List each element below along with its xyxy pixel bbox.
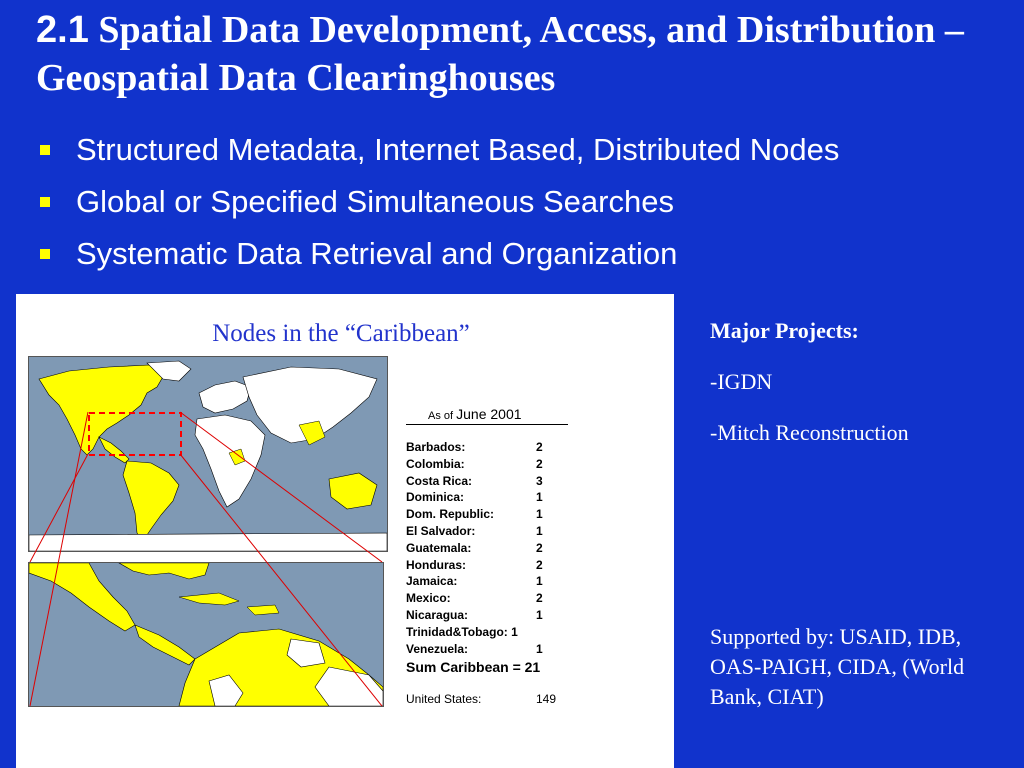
as-of-date: June 2001 bbox=[456, 406, 522, 422]
node-count: 1 bbox=[511, 624, 518, 639]
node-count: 1 bbox=[536, 490, 543, 505]
table-row bbox=[406, 540, 586, 557]
hispaniola-island bbox=[247, 605, 279, 615]
bullet-text: Systematic Data Retrieval and Organization bbox=[76, 236, 678, 271]
africa-landmass bbox=[195, 415, 265, 507]
node-count: 2 bbox=[536, 557, 543, 572]
world-map bbox=[28, 356, 388, 552]
table-row bbox=[406, 489, 586, 506]
south-america-landmass bbox=[123, 461, 179, 541]
project-item: -IGDN bbox=[710, 369, 773, 394]
country-name: Dom. Republic: bbox=[406, 507, 495, 522]
major-projects-heading: Major Projects: bbox=[710, 318, 859, 343]
sum-caribbean: Sum Caribbean = 21 bbox=[406, 659, 541, 676]
mexico-landmass bbox=[29, 563, 135, 631]
bullet-item bbox=[38, 232, 839, 284]
table-row bbox=[406, 506, 586, 523]
country-name: Jamaica: bbox=[406, 574, 458, 589]
caribbean-map bbox=[28, 562, 384, 707]
node-count: 1 bbox=[536, 523, 543, 538]
brazil-region bbox=[315, 667, 383, 706]
united-states-row bbox=[406, 691, 586, 707]
table-row bbox=[406, 456, 586, 473]
australia-landmass bbox=[329, 473, 377, 509]
square-bullet-icon bbox=[40, 197, 50, 207]
country-name: Trinidad&Tobago: bbox=[406, 624, 508, 639]
node-count: 2 bbox=[536, 456, 543, 471]
country-rows bbox=[406, 439, 586, 657]
europe-landmass bbox=[199, 381, 251, 413]
table-row bbox=[406, 573, 586, 590]
table-row bbox=[406, 523, 586, 540]
title-text: Spatial Data Development, Access, and Distribution – Geospatial Data Clearinghouses bbox=[36, 9, 964, 99]
nodes-table bbox=[406, 406, 586, 707]
square-bullet-icon bbox=[40, 249, 50, 259]
country-name: Colombia: bbox=[406, 456, 465, 471]
table-row bbox=[406, 473, 586, 490]
central-america-landmass bbox=[99, 437, 129, 463]
as-of-prefix: As of bbox=[428, 410, 454, 422]
bullet-text: Global or Specified Simultaneous Searches bbox=[76, 184, 674, 219]
bullet-text: Structured Metadata, Internet Based, Distributed Nodes bbox=[76, 132, 840, 167]
bullet-list bbox=[38, 128, 839, 284]
figure-title: Nodes in the “Caribbean” bbox=[212, 320, 470, 347]
node-count: 1 bbox=[536, 574, 543, 589]
table-row bbox=[406, 641, 586, 658]
country-name: Honduras: bbox=[406, 557, 466, 572]
cuba-island bbox=[179, 593, 239, 605]
node-count: 3 bbox=[536, 473, 543, 488]
table-row bbox=[406, 590, 586, 607]
table-row bbox=[406, 624, 586, 641]
country-name: Costa Rica: bbox=[406, 473, 473, 488]
country-name: Mexico: bbox=[406, 591, 451, 606]
supported-by-text: Supported by: USAID, IDB, OAS-PAIGH, CIDA, (World Bank, CIAT) bbox=[710, 624, 965, 709]
title-number: 2.1 bbox=[36, 9, 89, 51]
project-item: -Mitch Reconstruction bbox=[710, 420, 909, 445]
node-count: 2 bbox=[536, 540, 543, 555]
node-count: 1 bbox=[536, 607, 543, 622]
central-america-landmass bbox=[135, 625, 195, 665]
country-name: Guatemala: bbox=[406, 540, 472, 555]
country-name: Barbados: bbox=[406, 440, 466, 454]
country-name: Dominica: bbox=[406, 490, 465, 505]
node-count: 149 bbox=[536, 692, 557, 707]
country-name: Nicaragua: bbox=[406, 607, 469, 622]
table-row bbox=[406, 557, 586, 574]
node-count: 2 bbox=[536, 440, 543, 454]
table-row bbox=[406, 607, 586, 624]
bullet-item bbox=[38, 128, 839, 180]
figure-panel bbox=[16, 294, 674, 768]
country-name: Venezuela: bbox=[406, 641, 469, 656]
square-bullet-icon bbox=[40, 145, 50, 155]
bullet-item bbox=[38, 180, 839, 232]
country-name: El Salvador: bbox=[406, 523, 476, 538]
node-count: 2 bbox=[536, 591, 543, 606]
antarctica-landmass bbox=[29, 533, 387, 551]
country-name: United States: bbox=[406, 692, 482, 707]
node-count: 1 bbox=[536, 641, 543, 656]
node-count: 1 bbox=[536, 507, 543, 522]
slide-title bbox=[36, 6, 996, 102]
as-of-header bbox=[406, 406, 568, 425]
usa-south-landmass bbox=[119, 563, 209, 579]
table-row bbox=[406, 439, 586, 456]
